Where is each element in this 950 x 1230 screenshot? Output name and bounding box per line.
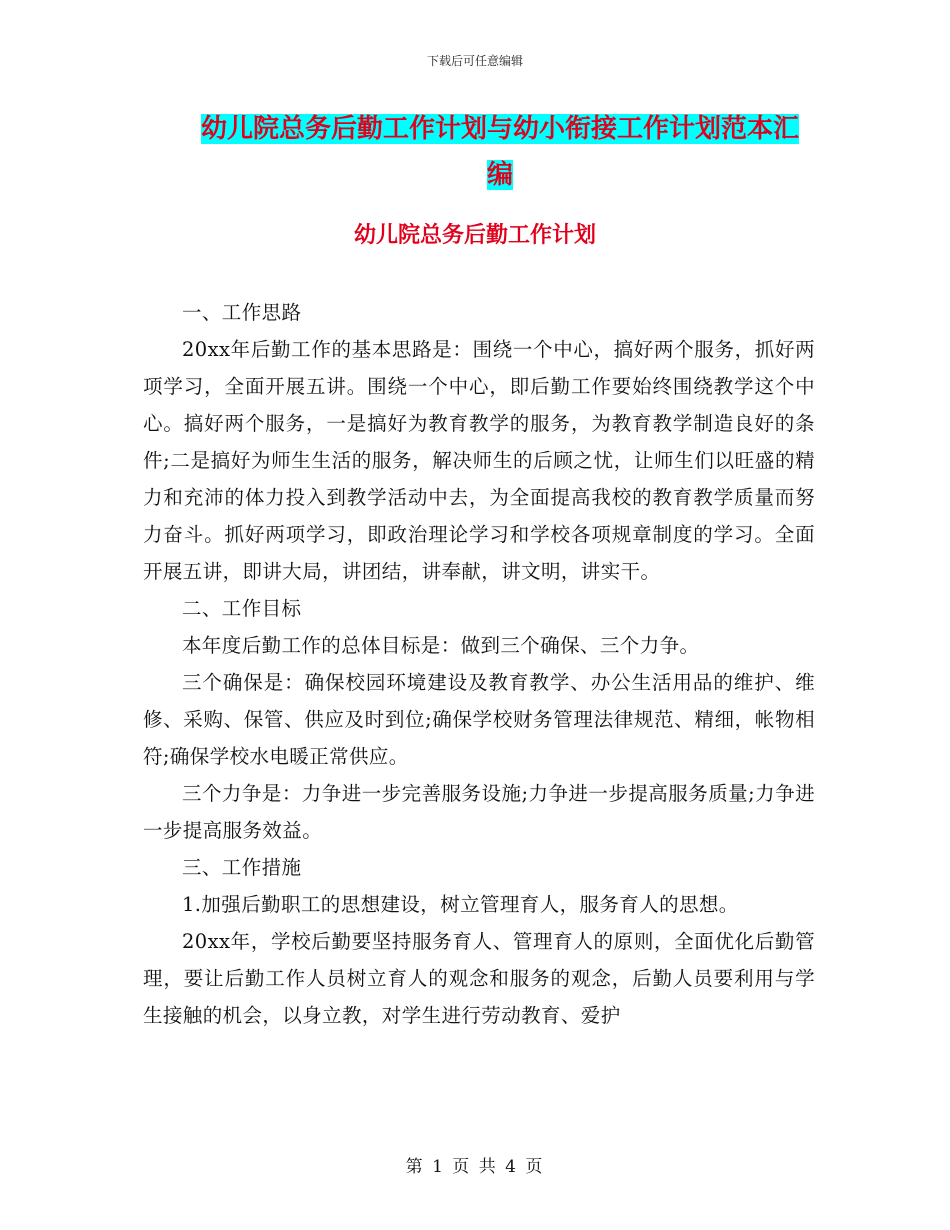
header-note: 下载后可任意编辑	[426, 54, 523, 68]
paragraph-measure-1-detail: 20xx年，学校后勤要坚持服务育人、管理育人的原则，全面优化后勤管理，要让后勤工作人员树立育人的观念和服务的观念，后勤人员要利用与学生接触的机会，以身立教，对学生进行劳动教育、爱护	[143, 930, 815, 1027]
heading-work-goals: 二、工作目标	[182, 597, 302, 620]
heading-work-approach: 一、工作思路	[182, 301, 302, 324]
section-title: 幼儿院总务后勤工作计划	[353, 223, 596, 248]
page-footer: 第 1 页 共 4 页	[405, 1157, 545, 1177]
document-title	[185, 106, 815, 198]
paragraph-approach: 20xx年后勤工作的基本思路是：围绕一个中心，搞好两个服务，抓好两项学习，全面开展五讲。围绕一个中心，即后勤工作要始终围绕教学这个中心。搞好两个服务，一是搞好为教育教学的服务，为教育教学制造良好的条件;二是搞好为师生生活的服务，解决师生的后顾之忧，让师生们以旺盛的精力和充沛的体力投入到教学活动中去，为全面提高我校的教育教学质量而努力奋斗。抓好两项学习，即政治理论学习和学校各项规章制度的学习。全面开展五讲，即讲大局，讲团结，讲奉献，讲文明，讲实干。	[143, 338, 815, 583]
paragraph-three-strives: 三个力争是：力争进一步完善服务设施;力争进一步提高服务质量;力争进一步提高服务效益。	[143, 782, 815, 842]
heading-work-measures: 三、工作措施	[182, 856, 302, 879]
document-title-line-2: 编	[486, 160, 513, 190]
document-title-line-1: 幼儿院总务后勤工作计划与幼小衔接工作计划范本汇	[200, 114, 799, 144]
paragraph-goals-summary: 本年度后勤工作的总体目标是：做到三个确保、三个力争。	[182, 634, 700, 657]
paragraph-three-ensures: 三个确保是：确保校园环境建设及教育教学、办公生活用品的维护、维修、采购、保管、供应及时到位;确保学校财务管理法律规范、精细，帐物相符;确保学校水电暖正常供应。	[143, 671, 815, 768]
paragraph-measure-1: 1.加强后勤职工的思想建设，树立管理育人，服务育人的思想。	[182, 893, 739, 916]
document-body	[143, 294, 815, 1034]
